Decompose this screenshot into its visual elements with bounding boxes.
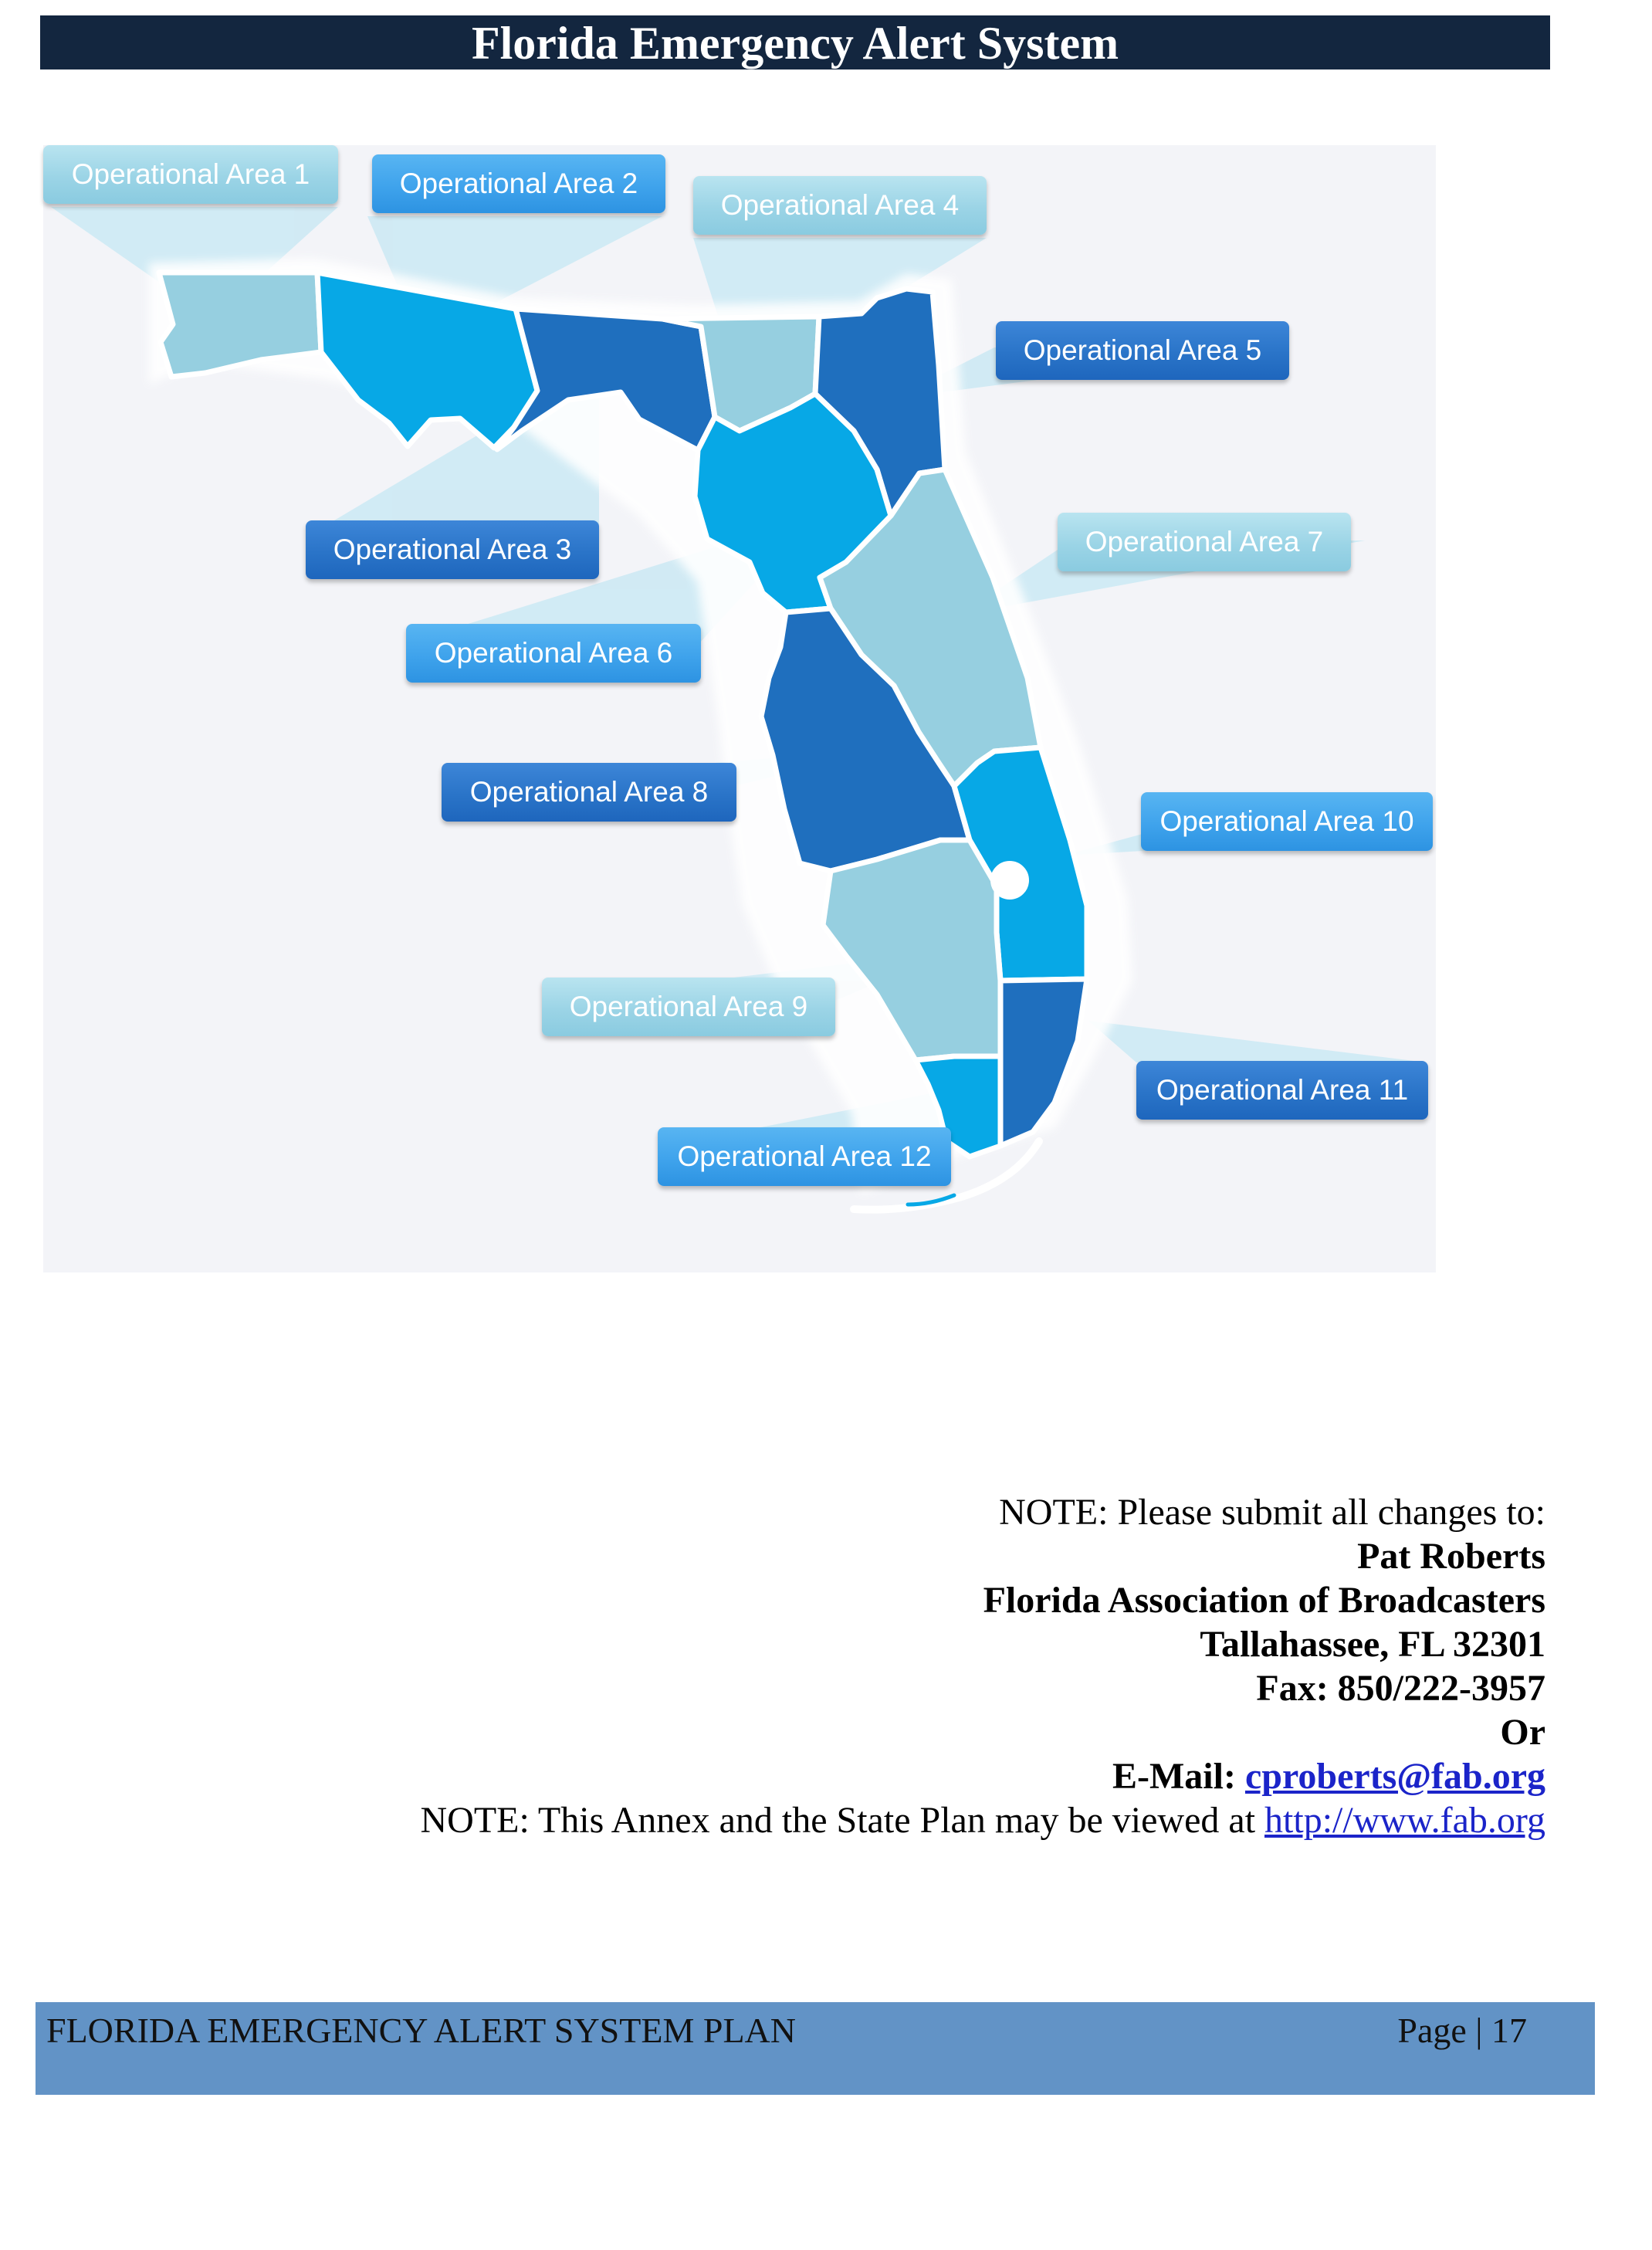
label-operational-area-4: Operational Area 4 (693, 176, 987, 235)
label-operational-area-1: Operational Area 1 (43, 145, 338, 204)
email-link[interactable]: cproberts@fab.org (1244, 1756, 1545, 1797)
label-operational-area-7: Operational Area 7 (1058, 513, 1351, 571)
annex-note-line (420, 1798, 1545, 1842)
email-label: E-Mail: (1112, 1756, 1245, 1797)
contact-email-line (420, 1754, 1545, 1798)
contact-note (420, 1490, 1545, 1842)
contact-city: Tallahassee, FL 32301 (1200, 1624, 1545, 1665)
note-submit-line: NOTE: Please submit all changes to: (999, 1492, 1545, 1533)
label-operational-area-11: Operational Area 11 (1136, 1061, 1428, 1120)
label-operational-area-12: Operational Area 12 (658, 1127, 951, 1186)
lake-okeechobee (991, 862, 1028, 899)
label-operational-area-6: Operational Area 6 (406, 624, 701, 683)
page-header (40, 15, 1550, 69)
label-operational-area-8: Operational Area 8 (442, 763, 736, 822)
label-operational-area-3: Operational Area 3 (306, 520, 599, 579)
page-number: Page | 17 (1397, 2011, 1527, 2050)
contact-or: Or (1500, 1712, 1545, 1753)
label-operational-area-9: Operational Area 9 (542, 978, 835, 1036)
footer-title: FLORIDA EMERGENCY ALERT SYSTEM PLAN (46, 2011, 796, 2050)
contact-name: Pat Roberts (1357, 1536, 1545, 1577)
header-title: Florida Emergency Alert System (471, 18, 1119, 69)
label-operational-area-5: Operational Area 5 (996, 321, 1289, 380)
label-operational-area-2: Operational Area 2 (372, 154, 665, 213)
florida-map (43, 145, 1436, 1272)
website-link[interactable]: http://www.fab.org (1264, 1800, 1545, 1841)
annex-text: NOTE: This Annex and the State Plan may be viewed at (420, 1800, 1265, 1841)
contact-organization: Florida Association of Broadcasters (983, 1580, 1545, 1621)
label-operational-area-10: Operational Area 10 (1141, 792, 1433, 851)
page-footer (36, 2002, 1595, 2095)
contact-fax: Fax: 850/222-3957 (1256, 1668, 1545, 1709)
